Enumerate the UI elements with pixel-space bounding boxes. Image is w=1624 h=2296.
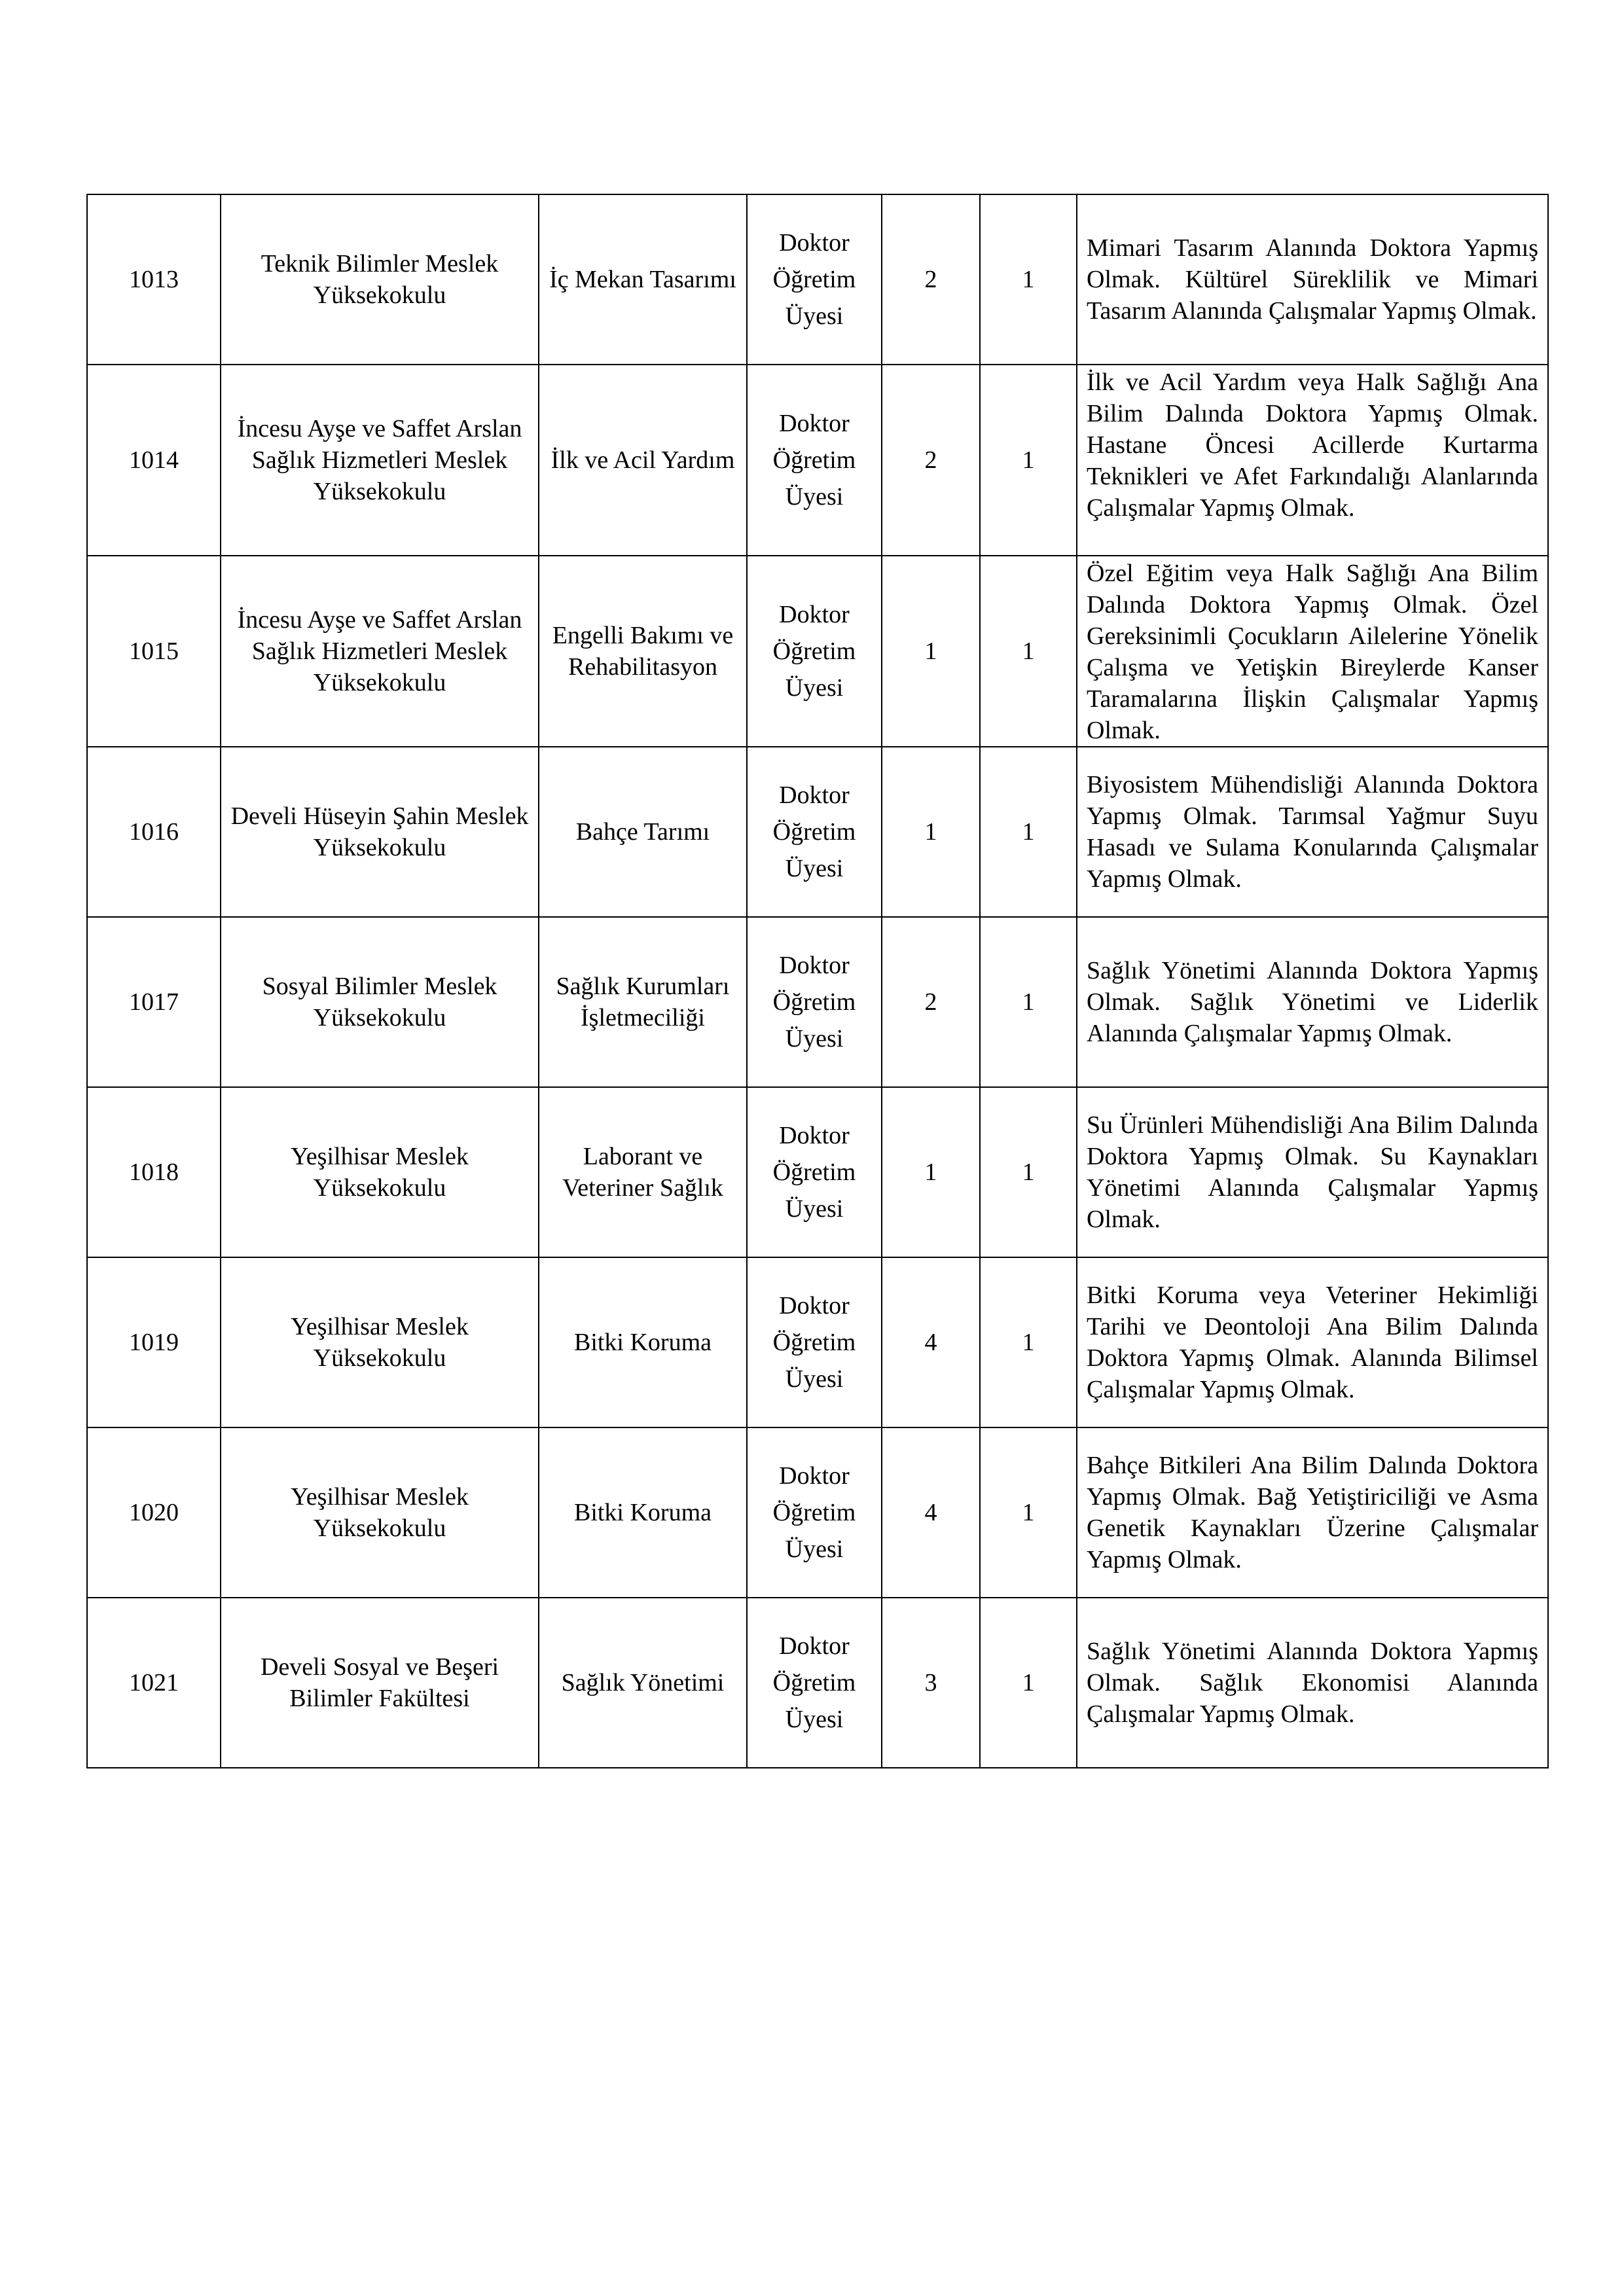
department-name: Laborant ve Veteriner Sağlık	[539, 1087, 747, 1257]
position-number: 1019	[87, 1257, 221, 1427]
degree-level: 1	[882, 556, 980, 747]
unit-name: İncesu Ayşe ve Saffet Arslan Sağlık Hizmetleri Meslek Yüksekokulu	[221, 556, 539, 747]
requirements: Biyosistem Mühendisliği Alanında Doktora Yapmış Olmak. Tarımsal Yağmur Suyu Hasadı ve Sulama Konularında Çalışmalar Yapmış Olmak.	[1077, 747, 1548, 917]
academic-title: Doktor Öğretim Üyesi	[747, 1087, 882, 1257]
degree-level: 1	[882, 747, 980, 917]
position-count: 1	[980, 1257, 1077, 1427]
requirements: Bahçe Bitkileri Ana Bilim Dalında Doktora Yapmış Olmak. Bağ Yetiştiriciliği ve Asma Genetik Kaynakları Üzerine Çalışmalar Yapmış Olmak.	[1077, 1427, 1548, 1598]
unit-name: Yeşilhisar Meslek Yüksekokulu	[221, 1257, 539, 1427]
table-row	[87, 917, 1548, 1087]
table-row	[87, 747, 1548, 917]
department-name: Sağlık Yönetimi	[539, 1598, 747, 1768]
requirements: Su Ürünleri Mühendisliği Ana Bilim Dalında Doktora Yapmış Olmak. Su Kaynakları Yönetimi Alanında Çalışmalar Yapmış Olmak.	[1077, 1087, 1548, 1257]
unit-name: Develi Sosyal ve Beşeri Bilimler Fakültesi	[221, 1598, 539, 1768]
requirements: Bitki Koruma veya Veteriner Hekimliği Tarihi ve Deontoloji Ana Bilim Dalında Doktora Yapmış Olmak. Alanında Bilimsel Çalışmalar Yapmış Olmak.	[1077, 1257, 1548, 1427]
requirements: Mimari Tasarım Alanında Doktora Yapmış Olmak. Kültürel Süreklilik ve Mimari Tasarım Alanında Çalışmalar Yapmış Olmak.	[1077, 194, 1548, 365]
department-name: İç Mekan Tasarımı	[539, 194, 747, 365]
academic-title: Doktor Öğretim Üyesi	[747, 1427, 882, 1598]
degree-level: 4	[882, 1427, 980, 1598]
department-name: İlk ve Acil Yardım	[539, 365, 747, 556]
position-count: 1	[980, 556, 1077, 747]
unit-name: İncesu Ayşe ve Saffet Arslan Sağlık Hizmetleri Meslek Yüksekokulu	[221, 365, 539, 556]
table-row	[87, 194, 1548, 365]
academic-title: Doktor Öğretim Üyesi	[747, 747, 882, 917]
position-count: 1	[980, 747, 1077, 917]
requirements: Özel Eğitim veya Halk Sağlığı Ana Bilim Dalında Doktora Yapmış Olmak. Özel Gereksinimli Çocukların Ailelerine Yönelik Çalışma ve Yetişkin Bireylerde Kanser Taramalarına İlişkin Çalışmalar Yapmış Olmak.	[1077, 556, 1548, 747]
table-row	[87, 365, 1548, 556]
requirements: İlk ve Acil Yardım veya Halk Sağlığı Ana Bilim Dalında Doktora Yapmış Olmak. Hastane Öncesi Acillerde Kurtarma Teknikleri ve Afet Farkındalığı Alanlarında Çalışmalar Yapmış Olmak.	[1077, 365, 1548, 556]
position-number: 1013	[87, 194, 221, 365]
table-row	[87, 1427, 1548, 1598]
department-name: Engelli Bakımı ve Rehabilitasyon	[539, 556, 747, 747]
department-name: Bahçe Tarımı	[539, 747, 747, 917]
academic-title: Doktor Öğretim Üyesi	[747, 556, 882, 747]
position-count: 1	[980, 1427, 1077, 1598]
position-count: 1	[980, 194, 1077, 365]
position-number: 1018	[87, 1087, 221, 1257]
table-row	[87, 556, 1548, 747]
position-number: 1021	[87, 1598, 221, 1768]
table-row	[87, 1598, 1548, 1768]
unit-name: Develi Hüseyin Şahin Meslek Yüksekokulu	[221, 747, 539, 917]
staff-positions-table	[86, 194, 1549, 1768]
position-number: 1014	[87, 365, 221, 556]
unit-name: Sosyal Bilimler Meslek Yüksekokulu	[221, 917, 539, 1087]
department-name: Sağlık Kurumları İşletmeciliği	[539, 917, 747, 1087]
academic-title: Doktor Öğretim Üyesi	[747, 917, 882, 1087]
table-row	[87, 1257, 1548, 1427]
department-name: Bitki Koruma	[539, 1427, 747, 1598]
academic-title: Doktor Öğretim Üyesi	[747, 365, 882, 556]
position-count: 1	[980, 365, 1077, 556]
degree-level: 2	[882, 365, 980, 556]
academic-title: Doktor Öğretim Üyesi	[747, 1598, 882, 1768]
position-number: 1016	[87, 747, 221, 917]
degree-level: 3	[882, 1598, 980, 1768]
department-name: Bitki Koruma	[539, 1257, 747, 1427]
position-number: 1017	[87, 917, 221, 1087]
position-count: 1	[980, 917, 1077, 1087]
position-number: 1015	[87, 556, 221, 747]
position-count: 1	[980, 1598, 1077, 1768]
table-row	[87, 1087, 1548, 1257]
academic-title: Doktor Öğretim Üyesi	[747, 194, 882, 365]
position-count: 1	[980, 1087, 1077, 1257]
position-number: 1020	[87, 1427, 221, 1598]
academic-title: Doktor Öğretim Üyesi	[747, 1257, 882, 1427]
unit-name: Yeşilhisar Meslek Yüksekokulu	[221, 1427, 539, 1598]
unit-name: Teknik Bilimler Meslek Yüksekokulu	[221, 194, 539, 365]
requirements: Sağlık Yönetimi Alanında Doktora Yapmış Olmak. Sağlık Yönetimi ve Liderlik Alanında Çalışmalar Yapmış Olmak.	[1077, 917, 1548, 1087]
requirements: Sağlık Yönetimi Alanında Doktora Yapmış Olmak. Sağlık Ekonomisi Alanında Çalışmalar Yapmış Olmak.	[1077, 1598, 1548, 1768]
degree-level: 2	[882, 194, 980, 365]
unit-name: Yeşilhisar Meslek Yüksekokulu	[221, 1087, 539, 1257]
degree-level: 1	[882, 1087, 980, 1257]
degree-level: 4	[882, 1257, 980, 1427]
degree-level: 2	[882, 917, 980, 1087]
